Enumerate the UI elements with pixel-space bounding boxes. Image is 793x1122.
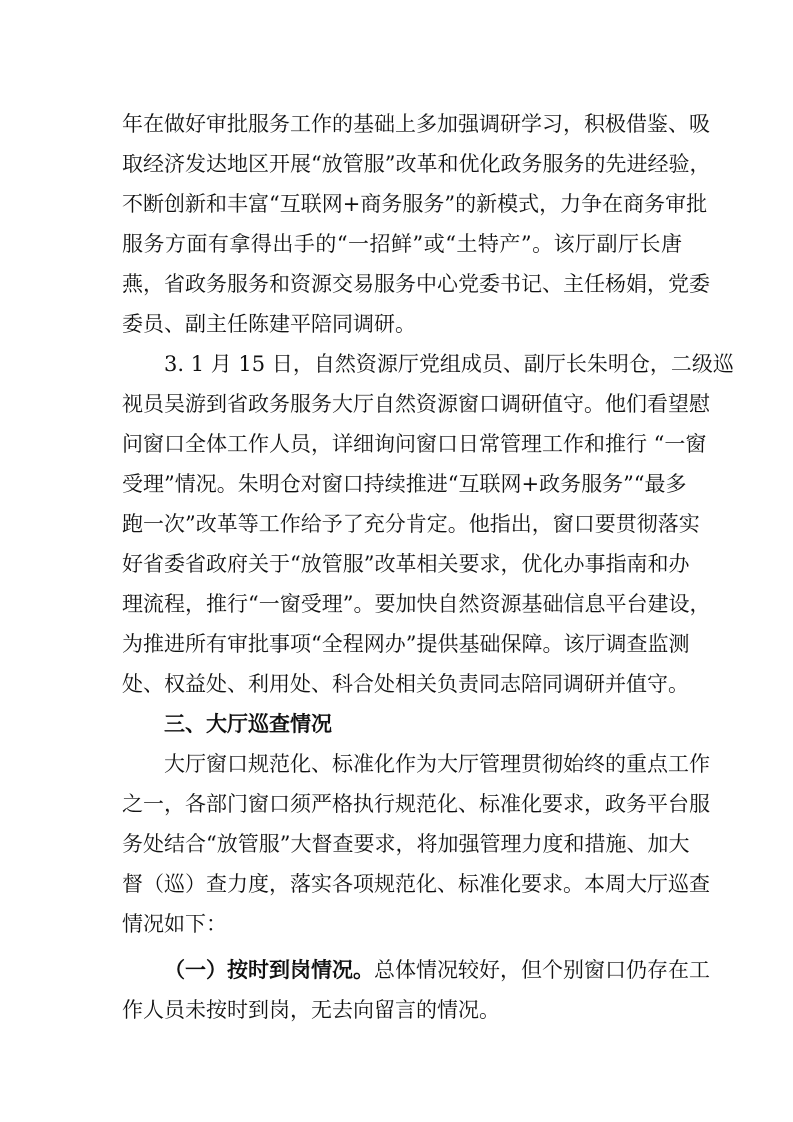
paragraph-1-line-3: 不断创新和丰富“互联网+商务服务”的新模式，力争在商务审批 [122,192,708,216]
subsection-title: （一）按时到岗情况。 [164,957,374,982]
paragraph-1-line-6: 委员、副主任陈建平陪同调研。 [122,312,416,336]
paragraph-3-line-1: 大厅窗口规范化、标准化作为大厅管理贯彻始终的重点工作 [164,752,710,776]
paragraph-2-line-7: 理流程，推行“一窗受理”。要加快自然资源基础信息平台建设， [122,592,711,616]
subsection-line-2: 作人员未按时到岗，无去向留言的情况。 [122,998,500,1022]
section-heading: 三、大厅巡查情况 [164,712,332,736]
paragraph-2-line-5: 跑一次”改革等工作给予了充分肯定。他指出，窗口要贯彻落实 [122,512,700,536]
paragraph-3-line-4: 督（巡）查力度，落实各项规范化、标准化要求。本周大厅巡查 [122,872,710,896]
paragraph-2-line-9: 处、权益处、利用处、科合处相关负责同志陪同调研并值守。 [122,672,689,696]
paragraph-1-line-1: 年在做好审批服务工作的基础上多加强调研学习，积极借鉴、吸 [122,112,710,136]
paragraph-2-line-6: 好省委省政府关于“放管服”改革相关要求，优化办事指南和办 [122,552,690,576]
subsection-line-1 [164,950,710,990]
paragraph-2-line-1: 3. 1 月 15 日，自然资源厅党组成员、副厅长朱明仓，二级巡 [164,352,734,376]
paragraph-3-line-3: 务处结合“放管服”大督查要求，将加强管理力度和措施、加大 [122,832,690,856]
paragraph-1-line-5: 燕，省政务服务和资源交易服务中心党委书记、主任杨娟，党委 [122,272,710,296]
paragraph-1-line-2: 取经济发达地区开展“放管服”改革和优化政务服务的先进经验， [122,152,711,176]
paragraph-2-line-4: 受理”情况。朱明仓对窗口持续推进“互联网+政务服务”“最多 [122,472,687,496]
paragraph-3-line-5: 情况如下： [122,912,227,936]
paragraph-2-line-8: 为推进所有审批事项“全程网办”提供基础保障。该厅调查监测 [122,632,690,656]
paragraph-3-line-2: 之一，各部门窗口须严格执行规范化、标准化要求，政务平台服 [122,792,710,816]
subsection-body-first: 总体情况较好，但个别窗口仍存在工 [374,958,710,982]
paragraph-2-line-2: 视员吴游到省政务服务大厅自然资源窗口调研值守。他们看望慰 [122,392,710,416]
paragraph-1-line-4: 服务方面有拿得出手的“一招鲜”或“土特产”。该厅副厅长唐 [122,232,682,256]
paragraph-2-line-3: 问窗口全体工作人员，详细询问窗口日常管理工作和推行 “一窗 [122,432,707,456]
